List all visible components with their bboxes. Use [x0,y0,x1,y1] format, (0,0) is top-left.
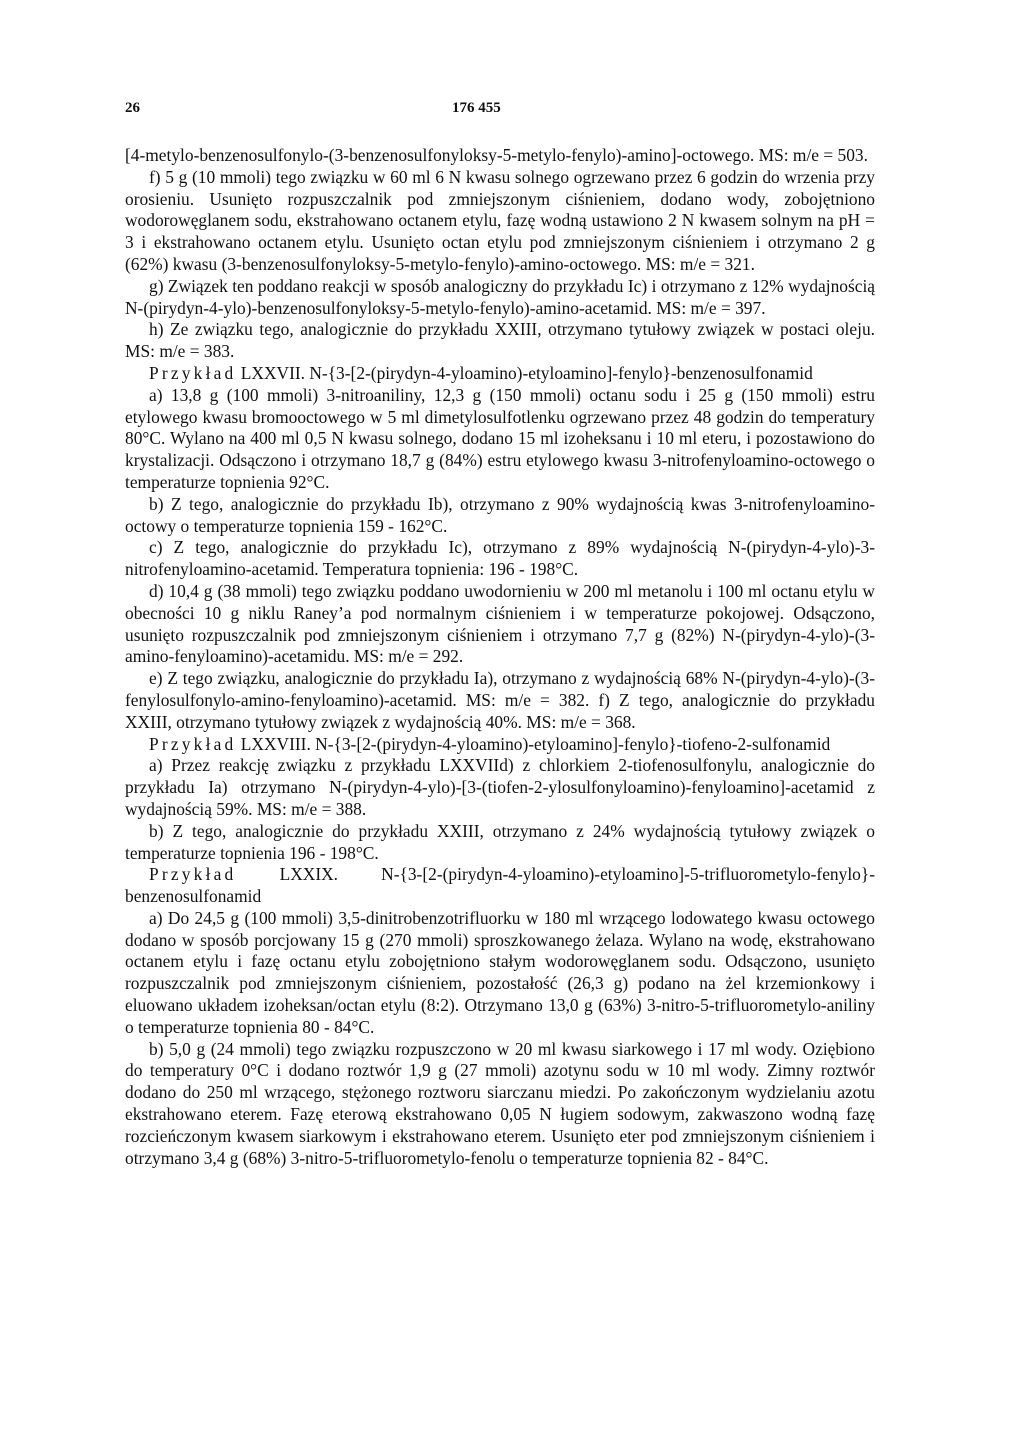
paragraph [125,581,875,668]
paragraph-text: c) Z tego, analogicznie do przykładu Ic), otrzymano z 89% wydajnością N-(pirydyn-4-ylo)-3-nitrofenyloamino-acetamid. Temperatura topnienia: 196 - 198°C. [125,537,875,580]
paragraph-text: b) Z tego, analogicznie do przykładu Ib), otrzymano z 90% wydajnością kwas 3-nitrofenyloamino-octowy o temperaturze topnienia 159 - 162°C. [125,493,875,536]
paragraph [125,145,875,167]
paragraph-text: b) Z tego, analogicznie do przykładu XXIII, otrzymano z 24% wydajnością tytułowy związek o temperaturze topnienia 196 - 198°C. [125,820,875,863]
paragraph-text: g) Związek ten poddano reakcji w sposób analogiczny do przykładu Ic) i otrzymano z 12% wydajnością N-(pirydyn-4-ylo)-benzenosulfonyloksy-5-metylo-fenylo)-amino-acetamid. MS: m/e = 397. [125,275,875,318]
paragraph-text: f) 5 g (10 mmoli) tego związku w 60 ml 6 N kwasu solnego ogrzewano przez 6 godzin do wrzenia przy orosieniu. Usunięto rozpuszczalnik pod zmniejszonym ciśnieniem, dodano wody, zobojętniono wodorowęglanem sodu, ekstrahowano octanem etylu, fazę wodną ustawiono 2 N kwasem solnym na pH = 3 i ekstrahowano octanem etylu. Usunięto octan etylu pod zmniejszonym ciśnieniem i otrzymano 2 g (62%) kwasu (3-benzenosulfonyloksy-5-metylo-fenylo)-amino-octowego. MS: m/e = 321. [125,166,875,274]
paragraph-text: LXXIX. N-{3-[2-(pirydyn-4-yloamino)-etyloamino]-5-trifluorometylo-fenylo}-benzenosulfonamid [125,864,875,907]
paragraph-text: a) Do 24,5 g (100 mmoli) 3,5-dinitrobenzotrifluorku w 180 ml wrzącego lodowatego kwasu octowego dodano w sposób porcjowany 15 g (270 mmoli) sproszkowanego żelaza. Wylano na wodę, ekstrahowano octanem etylu i fazę octanu etylu zobojętniono stałym wodorowęglanem sodu. Odsączono, usunięto rozpuszczalnik pod zmniejszonym ciśnieniem, pozostałość (26,3 g) podano na żel krzemionkowy i eluowano układem izoheksan/octan etylu (8:2). Otrzymano 13,0 g (63%) 3-nitro-5-trifluorometylo-aniliny o temperaturze topnienia 80 - 84°C. [125,907,875,1037]
paragraph [125,864,875,908]
paragraph [125,1039,875,1170]
page-header [125,100,875,122]
paragraph [125,385,875,494]
paragraph-text: d) 10,4 g (38 mmoli) tego związku poddano uwodornieniu w 200 ml metanolu i 100 ml octanu etylu w obecności 10 g niklu Raney’a pod normalnym ciśnieniem i w temperaturze pokojowej. Odsączono, usunięto rozpuszczalnik pod zmniejszonym ciśnieniem i otrzymano 7,7 g (82%) N-(pirydyn-4-ylo)-(3-amino-fenyloamino)-acetamidu. MS: m/e = 292. [125,580,875,667]
paragraph [125,734,875,756]
paragraph [125,276,875,320]
paragraph [125,908,875,1039]
paragraph-text: a) 13,8 g (100 mmoli) 3-nitroaniliny, 12,3 g (150 mmoli) octanu sodu i 25 g (150 mmoli) estru etylowego kwasu bromooctowego w 5 ml dimetylosulfotlenku ogrzewano przez 48 godzin do temperatury 80°C. Wylano na 400 ml 0,5 N kwasu solnego, dodano 15 ml izoheksanu i 10 ml eteru, i pozostawiono do krystalizacji. Odsączono i otrzymano 18,7 g (84%) estru etylowego kwasu 3-nitrofenyloamino-octowego o temperaturze topnienia 92°C. [125,384,875,492]
paragraph [125,537,875,581]
paragraph-text: e) Z tego związku, analogicznie do przykładu Ia), otrzymano z wydajnością 68% N-(pirydyn-4-ylo)-(3-fenylosulfonylo-amino-fenyloamino)-acetamid. MS: m/e = 382. f) Z tego, analogicznie do przykładu XXIII, otrzymano tytułowy związek z wydajnością 40%. MS: m/e = 368. [125,668,875,732]
paragraph-text: [4-metylo-benzenosulfonylo-(3-benzenosulfonyloksy-5-metylo-fenylo)-amino]-octowego. MS: m/e = 503. [125,145,868,165]
document-body [125,145,875,1169]
example-label: Przykład [149,733,237,754]
paragraph [125,494,875,538]
paragraph-text: LXXVII. N-{3-[2-(pirydyn-4-yloamino)-etyloamino]-fenylo}-benzenosulfonamid [236,362,813,383]
page-number: 26 [125,100,140,116]
patent-number: 176 455 [452,100,501,116]
paragraph [125,319,875,363]
paragraph-text: LXXVIII. N-{3-[2-(pirydyn-4-yloamino)-etyloamino]-fenylo}-tiofeno-2-sulfonamid [236,733,831,754]
paragraph [125,755,875,820]
paragraph-text: b) 5,0 g (24 mmoli) tego związku rozpuszczono w 20 ml kwasu siarkowego i 17 ml wody. Oziębiono do temperatury 0°C i dodano roztwór 1,9 g (27 mmoli) azotynu sodu w 10 ml wody. Zimny roztwór dodano do 250 ml wrzącego, stężonego roztworu siarczanu miedzi. Po zakończonym wydzielaniu azotu ekstrahowano eterem. Fazę eterową ekstrahowano 0,05 N ługiem sodowym, zakwaszono wodną fazę rozcieńczonym kwasem siarkowym i ekstrahowano eterem. Usunięto eter pod zmniejszonym ciśnieniem i otrzymano 3,4 g (68%) 3-nitro-5-trifluorometylo-fenolu o temperaturze topnienia 82 - 84°C. [125,1038,875,1168]
paragraph [125,668,875,733]
example-label: Przykład [149,362,237,383]
paragraph [125,167,875,276]
example-label: Przykład [149,864,237,885]
paragraph [125,821,875,865]
paragraph [125,363,875,385]
paragraph-text: a) Przez reakcję związku z przykładu LXXVIId) z chlorkiem 2-tiofenosulfonylu, analogicznie do przykładu Ia) otrzymano N-(pirydyn-4-ylo)-[3-(tiofen-2-ylosulfonyloamino)-fenyloamino]-acetamid z wydajnością 59%. MS: m/e = 388. [125,755,875,819]
paragraph-text: h) Ze związku tego, analogicznie do przykładu XXIII, otrzymano tytułowy związek w postaci oleju. MS: m/e = 383. [125,319,875,362]
